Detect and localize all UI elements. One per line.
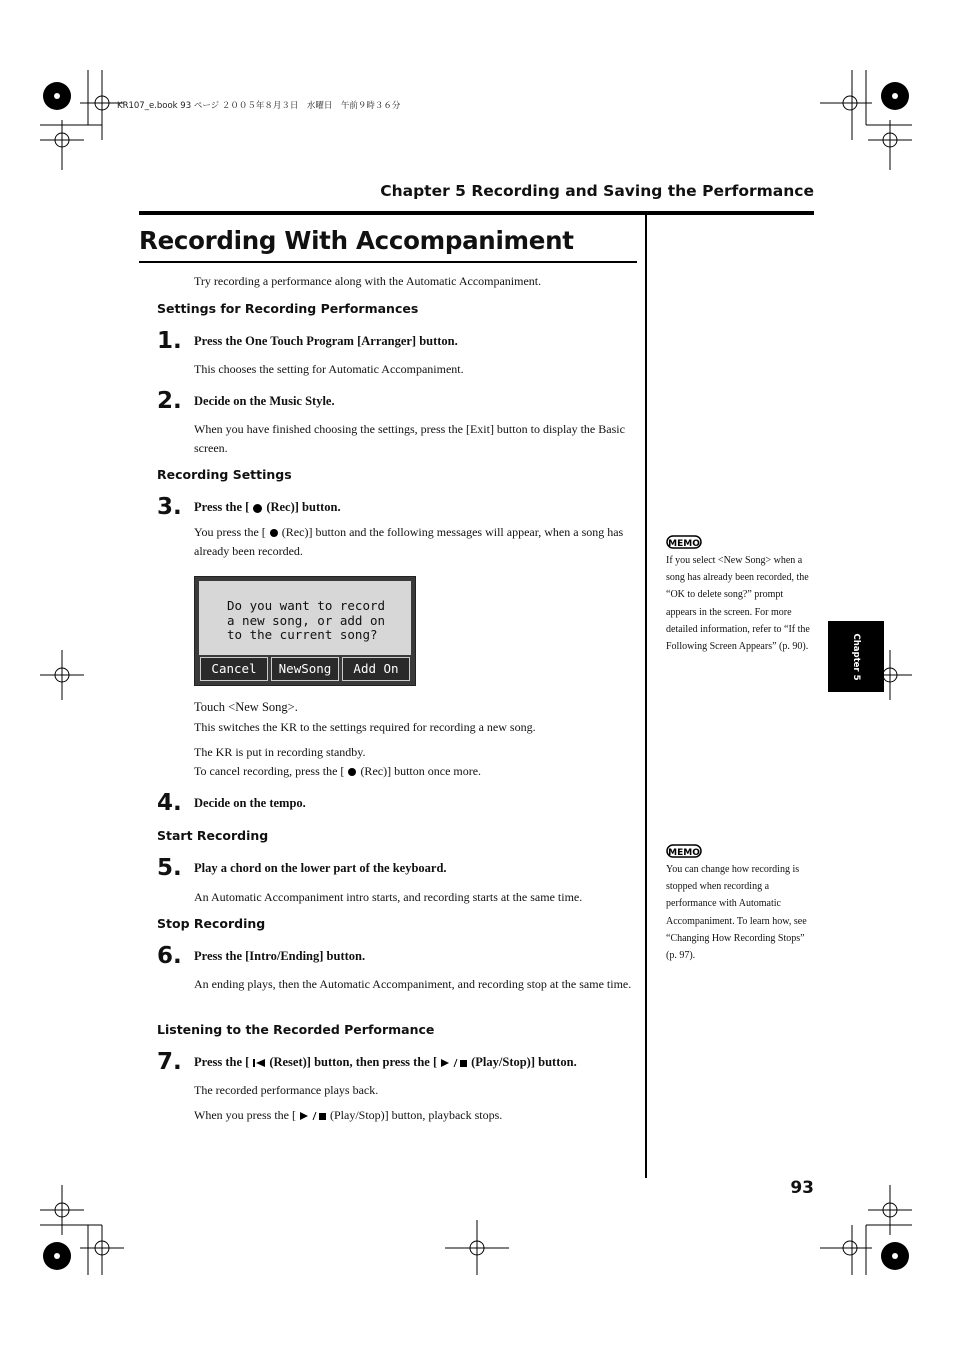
play-stop-icon (441, 1058, 467, 1068)
title-rule (139, 261, 637, 263)
step-text: Decide on the tempo. (194, 796, 306, 810)
memo-text: You can change how recording is stopped when recording a performance with Automatic Accompaniment. To learn how, see “Changing How Recording Stops” (p. 97). (666, 864, 807, 962)
subheading-start-recording: Start Recording (157, 828, 269, 843)
reset-icon (253, 1058, 265, 1068)
column-divider (645, 215, 647, 1178)
step-body: An Automatic Accompaniment intro starts, and recording starts at the same time. (194, 890, 583, 904)
lcd-screen (194, 576, 416, 686)
print-info: KR107_e.book 93 ページ ２００５年８月３日 水曜日 午前９時３６分 (117, 101, 401, 111)
chapter-tab-label: Chapter 5 (851, 632, 861, 681)
lcd-message-area (199, 581, 411, 655)
add-on-button[interactable]: Add On (342, 657, 410, 681)
play-stop-icon (300, 1111, 326, 1121)
rec-icon (253, 504, 262, 513)
chapter-tab (828, 621, 884, 692)
subheading-recording-settings: Recording Settings (157, 467, 292, 482)
step-body: This chooses the setting for Automatic Accompaniment. (194, 362, 464, 376)
subheading-listening: Listening to the Recorded Performance (157, 1022, 435, 1037)
chapter-header: Chapter 5 Recording and Saving the Performance (380, 182, 814, 200)
lcd-message: Do you want to record a new song, or add on to the current song? (227, 598, 386, 642)
step-number: 4. (157, 790, 182, 816)
step-body: When you have finished choosing the settings, press the [Exit] button to display the Basic screen. (194, 422, 625, 455)
svg-text:MEMO: MEMO (668, 848, 700, 858)
intro-text: Try recording a performance along with the Automatic Accompaniment. (194, 274, 542, 288)
page-number: 93 (790, 1178, 814, 1198)
rec-icon (348, 768, 356, 776)
step-number: 7. (157, 1049, 182, 1075)
cancel-button[interactable]: Cancel (200, 657, 268, 681)
step-body: An ending plays, then the Automatic Accompaniment, and recording stop at the same time. (194, 977, 632, 991)
step-number: 5. (157, 855, 182, 881)
step-number: 2. (157, 388, 182, 414)
step-text: Press the One Touch Program [Arranger] button. (194, 334, 458, 348)
touch-instruction: Touch <New Song>. (194, 700, 298, 714)
subheading-stop-recording: Stop Recording (157, 916, 266, 931)
subheading-settings: Settings for Recording Performances (157, 301, 419, 316)
top-rule (139, 211, 814, 215)
cancel-text: To cancel recording, press the [ (Rec)] button once more. (194, 764, 482, 778)
section-title: Recording With Accompaniment (139, 226, 574, 255)
step-text: Decide on the Music Style. (194, 394, 335, 408)
step-text: Press the [ (Reset)] button, then press the [ (Play/Stop)] button. (194, 1055, 577, 1069)
step-number: 3. (157, 494, 182, 520)
step-text: Press the [ (Rec)] button. (194, 500, 341, 514)
step-text: Play a chord on the lower part of the keyboard. (194, 861, 447, 875)
svg-text:MEMO: MEMO (668, 539, 700, 549)
step-body: The recorded performance plays back. (194, 1083, 379, 1097)
switches-text: This switches the KR to the settings required for recording a new song. (194, 720, 536, 734)
step-number: 1. (157, 328, 182, 354)
step-number: 6. (157, 943, 182, 969)
rec-icon (270, 529, 278, 537)
step-text: Press the [Intro/Ending] button. (194, 949, 366, 963)
memo-icon (666, 843, 702, 859)
step-body: You press the [ (Rec)] button and the following messages will appear, when a song has already been recorded. (194, 525, 624, 558)
memo-text: If you select <New Song> when a song has already been recorded, the “OK to delete song?” prompt appears in the screen. For more detailed information, refer to “If the Following Screen Appears” (p. 90). (666, 555, 810, 653)
new-song-button[interactable]: NewSong (271, 657, 339, 681)
standby-text: The KR is put in recording standby. (194, 745, 366, 759)
step-body: When you press the [ (Play/Stop)] button, playback stops. (194, 1108, 503, 1122)
memo-icon (666, 534, 702, 550)
